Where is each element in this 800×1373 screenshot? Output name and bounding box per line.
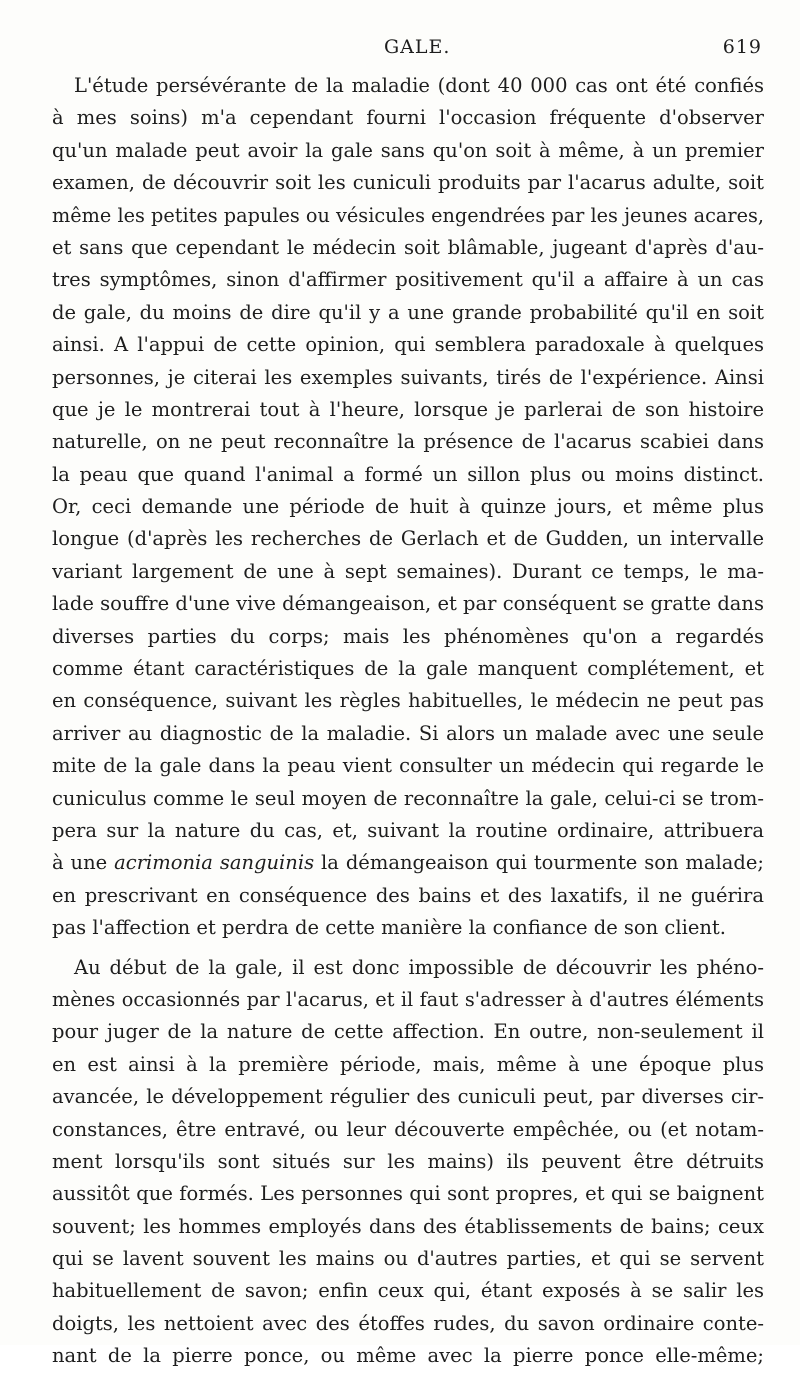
italic-term: acrimonia sanguinis bbox=[114, 851, 315, 875]
text-line: diverses parties du corps; mais les phénomènes qu'on a regardés bbox=[52, 624, 764, 648]
text-line: nant de la pierre ponce, ou même avec la pierre ponce elle-même; bbox=[52, 1344, 764, 1368]
paragraph-1 bbox=[52, 70, 764, 945]
running-title: GALE. bbox=[384, 36, 451, 58]
text-line: ainsi. A l'appui de cette opinion, qui semblera paradoxale à quelques bbox=[52, 333, 764, 357]
text-line: que je le montrerai tout à l'heure, lorsque je parlerai de son histoire bbox=[52, 397, 764, 421]
text-line: arriver au diagnostic de la maladie. Si alors un malade avec une seule bbox=[52, 721, 764, 745]
text-fragment: à une bbox=[52, 851, 115, 875]
text-line: même les petites papules ou vésicules engendrées par les jeunes acares, bbox=[52, 203, 764, 227]
text-line-italic-phrase bbox=[52, 847, 764, 879]
text-line: avancée, le développement régulier des cuniculi peut, par diverses cir- bbox=[52, 1085, 764, 1109]
text-line: qu'un malade peut avoir la gale sans qu'on soit à même, à un premier bbox=[52, 138, 764, 162]
body-text bbox=[52, 70, 764, 1373]
text-fragment: la démangeaison qui tourmente son malade; bbox=[314, 851, 764, 875]
text-line: et sans que cependant le médecin soit blâmable, jugeant d'après d'au- bbox=[52, 235, 764, 259]
text-line: pour juger de la nature de cette affection. En outre, non-seulement il bbox=[52, 1020, 764, 1044]
text-line: variant largement de une à sept semaines). Durant ce temps, le ma- bbox=[52, 559, 764, 583]
text-line: qui se lavent souvent les mains ou d'autres parties, et qui se servent bbox=[52, 1247, 764, 1271]
text-line: mènes occasionnés par l'acarus, et il faut s'adresser à d'autres éléments bbox=[52, 987, 764, 1011]
text-line: la peau que quand l'animal a formé un sillon plus ou moins distinct. bbox=[52, 462, 764, 486]
text-line: aussitôt que formés. Les personnes qui sont propres, et qui se baignent bbox=[52, 1182, 764, 1206]
text-line: en prescrivant en conséquence des bains et des laxatifs, il ne guérira bbox=[52, 883, 764, 907]
text-line: à mes soins) m'a cependant fourni l'occasion fréquente d'observer bbox=[52, 106, 764, 130]
text-line: en est ainsi à la première période, mais, même à une époque plus bbox=[52, 1052, 764, 1076]
text-line: tres symptômes, sinon d'affirmer positivement qu'il a affaire à un cas bbox=[52, 268, 764, 292]
text-line: naturelle, on ne peut reconnaître la présence de l'acarus scabiei dans bbox=[52, 430, 764, 454]
text-line: comme étant caractéristiques de la gale manquent complétement, et bbox=[52, 657, 764, 681]
text-line: pera sur la nature du cas, et, suivant la routine ordinaire, attribuera bbox=[52, 818, 764, 842]
text-line: ment lorsqu'ils sont situés sur les mains) ils peuvent être détruits bbox=[52, 1149, 764, 1173]
text-line: lade souffre d'une vive démangeaison, et par conséquent se gratte dans bbox=[52, 592, 764, 616]
text-line: examen, de découvrir soit les cuniculi produits par l'acarus adulte, soit bbox=[52, 171, 764, 195]
text-line: en conséquence, suivant les règles habituelles, le médecin ne peut pas bbox=[52, 689, 764, 713]
text-line: cuniculus comme le seul moyen de reconnaître la gale, celui-ci se trom- bbox=[52, 786, 764, 810]
text-line: de gale, du moins de dire qu'il y a une grande probabilité qu'il en soit bbox=[52, 300, 764, 324]
text-line: constances, être entravé, ou leur découverte empêchée, ou (et notam- bbox=[52, 1117, 764, 1141]
text-line: pas l'affection et perdra de cette manière la confiance de son client. bbox=[52, 916, 726, 940]
text-line: habituellement de savon; enfin ceux qui, étant exposés à se salir les bbox=[52, 1279, 764, 1303]
text-line: Au début de la gale, il est donc impossible de découvrir les phéno- bbox=[74, 955, 764, 979]
text-line: longue (d'après les recherches de Gerlach et de Gudden, un intervalle bbox=[52, 527, 764, 551]
page-number: 619 bbox=[722, 36, 762, 58]
text-line: souvent; les hommes employés dans des établissements de bains; ceux bbox=[52, 1214, 764, 1238]
text-line: Or, ceci demande une période de huit à quinze jours, et même plus bbox=[52, 495, 764, 519]
text-line: mite de la gale dans la peau vient consulter un médecin qui regarde le bbox=[52, 754, 764, 778]
paragraph-gap bbox=[52, 945, 764, 952]
text-line: doigts, les nettoient avec des étoffes rudes, du savon ordinaire conte- bbox=[52, 1311, 764, 1335]
text-line: L'étude persévérante de la maladie (dont 40 000 cas ont été confiés bbox=[74, 74, 764, 97]
paragraph-2 bbox=[52, 952, 764, 1373]
text-line: personnes, je citerai les exemples suivants, tirés de l'expérience. Ainsi bbox=[52, 365, 764, 389]
running-head bbox=[0, 36, 800, 60]
